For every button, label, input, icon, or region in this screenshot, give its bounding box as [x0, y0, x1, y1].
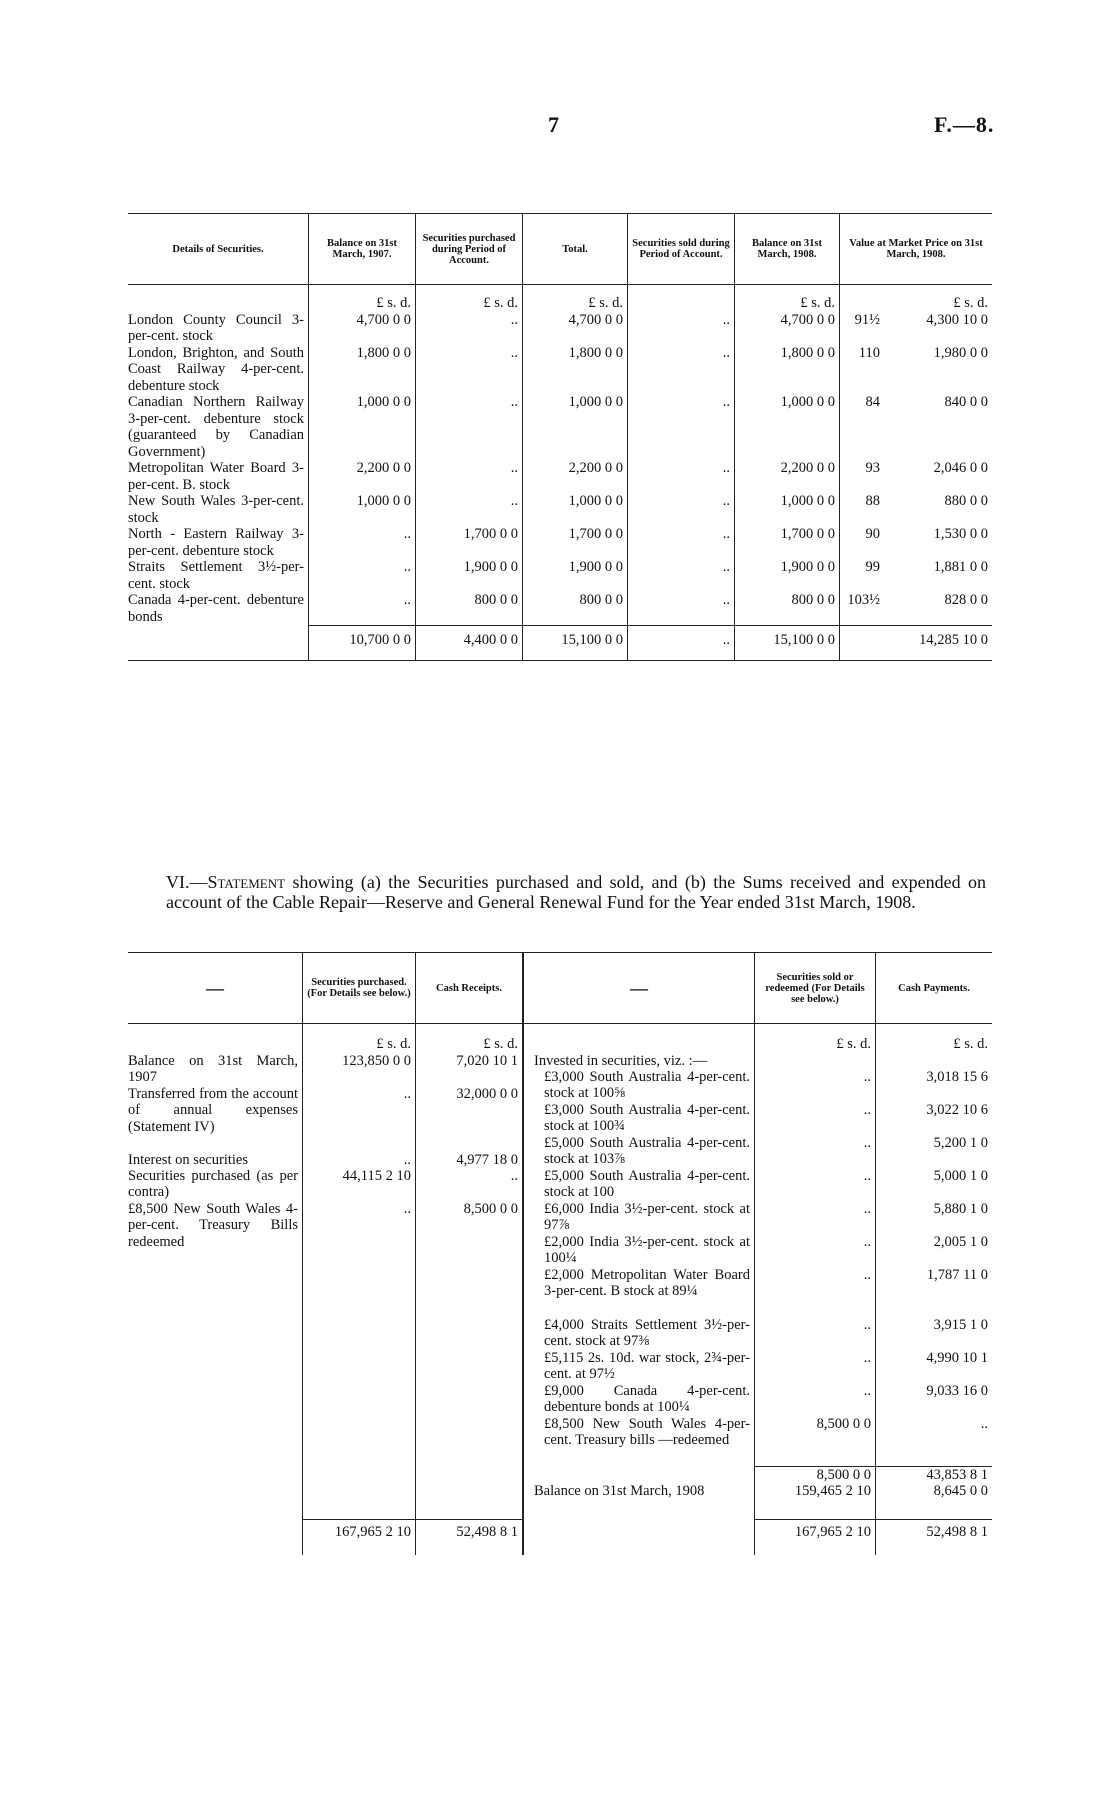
payments-subtotal-cell [876, 1466, 993, 1500]
security-name: London County Council 3-per-cent. stock [128, 311, 304, 344]
header-cash-receipts: Cash Receipts. [416, 953, 524, 1024]
purchased: .. [416, 312, 523, 345]
payment-value: 5,000 1 0 [933, 1167, 988, 1184]
payment-item: £2,000 India 3½-per-cent. stock at 100¼ [544, 1233, 750, 1266]
securities-details-table [128, 213, 992, 661]
total-purchased: 167,965 2 10 [303, 1520, 416, 1541]
purchased-value: 123,850 0 0 [342, 1052, 411, 1069]
security-name: Canada 4-per-cent. debenture bonds [128, 592, 304, 625]
purchased: .. [416, 460, 523, 493]
market-value: 880 0 0 [944, 493, 988, 509]
purchased: .. [416, 394, 523, 460]
purchased: 1,900 0 0 [416, 559, 523, 592]
header-market-value: Value at Market Price on 31st March, 1908. [840, 214, 993, 285]
total-sold: 167,965 2 10 [755, 1520, 876, 1541]
sold-subtotal: 8,500 0 0 [816, 1466, 871, 1483]
receipt-item: Balance on 31st March, 1907 [128, 1052, 298, 1085]
payment-item: £9,000 Canada 4-per-cent. debenture bonds at 100¼ [544, 1382, 750, 1415]
sold: .. [628, 526, 735, 559]
table-row [128, 493, 992, 526]
invested-label: Invested in securities, viz. :— [534, 1052, 708, 1069]
balance-1908-label: Balance on 31st March, 1908 [523, 1466, 755, 1500]
payment-value: 4,990 10 1 [926, 1349, 988, 1366]
header-purchased: Securities purchased during Period of Account. [416, 214, 523, 285]
header-securities-sold: Securities sold or redeemed (For Details see below.) [755, 953, 876, 1024]
market-price: 91½ [840, 312, 885, 345]
balance-1907: 1,800 0 0 [309, 345, 416, 395]
total: 2,200 0 0 [523, 460, 628, 493]
balance-1908: 2,200 0 0 [735, 460, 840, 493]
payment-value: .. [980, 1415, 988, 1432]
units-label: £ s. d. [953, 295, 988, 311]
receipts-column [416, 1053, 524, 1467]
total: 800 0 0 [523, 592, 628, 625]
payment-value: 5,880 1 0 [933, 1200, 988, 1217]
balance-1907: 1,000 0 0 [309, 394, 416, 460]
receipt-value: .. [510, 1167, 518, 1184]
market-price: 99 [840, 559, 885, 592]
total: 1,900 0 0 [523, 559, 628, 592]
total-receipts: 52,498 8 1 [416, 1520, 524, 1541]
receipt-item: Transferred from the account of annual expenses (Statement IV) [128, 1085, 298, 1135]
receipt-item: Interest on securities [128, 1151, 248, 1168]
balance-1908: 1,800 0 0 [735, 345, 840, 395]
units-label: £ s. d. [303, 1024, 416, 1053]
payment-item: £5,115 2s. 10d. war stock, 2¾-per-cent. at 97½ [544, 1349, 750, 1382]
total-balance-1907: 10,700 0 0 [309, 625, 416, 661]
purchased: .. [416, 493, 523, 526]
header-balance-1907: Balance on 31st March, 1907. [309, 214, 416, 285]
balance-1908: 1,700 0 0 [735, 526, 840, 559]
sold-value: .. [863, 1167, 871, 1184]
balance-1908: 1,900 0 0 [735, 559, 840, 592]
header-balance-1908: Balance on 31st March, 1908. [735, 214, 840, 285]
sold-balance-1908: 159,465 2 10 [794, 1483, 871, 1499]
payment-value: 3,915 1 0 [933, 1316, 988, 1333]
payment-value: 3,022 10 6 [926, 1101, 988, 1118]
balance-1908: 800 0 0 [735, 592, 840, 625]
total-total: 15,100 0 0 [523, 625, 628, 661]
statement-word: Statement [207, 872, 286, 892]
header-right-dash: — [523, 953, 755, 1024]
sold-value: .. [863, 1134, 871, 1151]
payment-value: 9,033 16 0 [926, 1382, 988, 1399]
totals-row [128, 1520, 992, 1541]
header-details: Details of Securities. [128, 214, 309, 285]
payments-column [876, 1053, 993, 1467]
sold-value: .. [863, 1233, 871, 1250]
table-row [128, 592, 992, 625]
market-value: 1,530 0 0 [933, 526, 988, 542]
header-left-dash: — [128, 953, 303, 1024]
payments-descriptions [523, 1053, 755, 1467]
total: 1,700 0 0 [523, 526, 628, 559]
balance-1908: 1,000 0 0 [735, 493, 840, 526]
receipt-value: 32,000 0 0 [456, 1085, 518, 1102]
sold: .. [628, 345, 735, 395]
balance-1908: 4,700 0 0 [735, 312, 840, 345]
sold-value: .. [863, 1101, 871, 1118]
market-price: 90 [840, 526, 885, 559]
payment-item: £2,000 Metropolitan Water Board 3-per-cent. B stock at 89¼ [544, 1266, 750, 1299]
totals-row [128, 625, 992, 661]
sold-value: 8,500 0 0 [816, 1415, 871, 1432]
receipt-item: £8,500 New South Wales 4-per-cent. Treasury Bills redeemed [128, 1200, 298, 1250]
page-number: 7 [548, 112, 559, 137]
receipt-value: 4,977 18 0 [456, 1151, 518, 1168]
payment-item: £8,500 New South Wales 4-per-cent. Treasury bills —redeemed [544, 1415, 750, 1448]
market-value: 840 0 0 [944, 394, 988, 410]
purchased: .. [416, 345, 523, 395]
security-name: Straits Settlement 3½-per-cent. stock [128, 559, 304, 592]
sold: .. [628, 394, 735, 460]
table-row [128, 394, 992, 460]
market-price: 93 [840, 460, 885, 493]
units-label: £ s. d. [755, 1024, 876, 1053]
purchased-column [303, 1053, 416, 1467]
statement-body-row [128, 1053, 992, 1467]
market-value: 1,980 0 0 [933, 344, 988, 361]
sold: .. [628, 493, 735, 526]
receipt-value: 7,020 10 1 [456, 1052, 518, 1069]
payment-item: £3,000 South Australia 4-per-cent. stock at 100¾ [544, 1101, 750, 1134]
security-name: Metropolitan Water Board 3-per-cent. B. stock [128, 460, 304, 493]
table-row [128, 312, 992, 345]
market-price: 103½ [840, 592, 885, 625]
market-price: 84 [840, 394, 885, 460]
units-label: £ s. d. [735, 285, 840, 312]
total-payments: 52,498 8 1 [876, 1520, 993, 1541]
statement-number: VI.— [166, 872, 208, 892]
units-label: £ s. d. [876, 1024, 993, 1053]
security-name: North - Eastern Railway 3-per-cent. debenture stock [128, 526, 304, 559]
receipt-item: Securities purchased (as per contra) [128, 1167, 298, 1200]
sold-value: .. [863, 1382, 871, 1399]
total: 1,800 0 0 [523, 345, 628, 395]
statement-title [166, 872, 986, 912]
spacer-row [128, 1500, 992, 1520]
payment-item: £4,000 Straits Settlement 3½-per-cent. stock at 97⅜ [544, 1316, 750, 1349]
statement-text: showing (a) the Securities purchased and sold, and (b) the Sums received and expended on account of the Cable Repair—Reserve and General Renewal Fund for the Year ended 31st March, 1908. [166, 872, 986, 912]
payment-value: 3,018 15 6 [926, 1068, 988, 1085]
market-value: 4,300 10 0 [926, 311, 988, 328]
header-securities-purchased: Securities purchased. (For Details see below.) [303, 953, 416, 1024]
purchased: 1,700 0 0 [416, 526, 523, 559]
payment-value: 5,200 1 0 [933, 1134, 988, 1151]
purchased-value: .. [403, 1200, 411, 1217]
balance-1908: 1,000 0 0 [735, 394, 840, 460]
balance-1907: 4,700 0 0 [309, 312, 416, 345]
units-label: £ s. d. [523, 285, 628, 312]
units-row [128, 1024, 992, 1053]
total-market-value: 14,285 10 0 [884, 625, 992, 661]
cable-repair-fund-table [128, 952, 992, 1555]
sold: .. [628, 559, 735, 592]
security-name: Canadian Northern Railway 3-per-cent. debenture stock (guaranteed by Canadian Government) [128, 394, 304, 460]
security-name: London, Brighton, and South Coast Railway 4-per-cent. debenture stock [128, 344, 304, 394]
units-row [128, 285, 992, 312]
payments-balance-1908: 8,645 0 0 [933, 1483, 988, 1499]
receipt-value: 8,500 0 0 [463, 1200, 518, 1217]
purchased-value: .. [403, 1085, 411, 1102]
sold-value: .. [863, 1349, 871, 1366]
payment-item: £5,000 South Australia 4-per-cent. stock at 100 [544, 1167, 750, 1200]
bottom-spacer [128, 1541, 992, 1555]
table-row [128, 345, 992, 395]
balance-1907: 2,200 0 0 [309, 460, 416, 493]
sold: .. [628, 460, 735, 493]
purchased-value: .. [403, 1151, 411, 1168]
purchased-value: 44,115 2 10 [342, 1167, 411, 1184]
payment-item: £5,000 South Australia 4-per-cent. stock at 103⅞ [544, 1134, 750, 1167]
payments-subtotal: 43,853 8 1 [926, 1466, 988, 1483]
table-row [128, 526, 992, 559]
balance-1907: 1,000 0 0 [309, 493, 416, 526]
payment-item: £3,000 South Australia 4-per-cent. stock at 100⅝ [544, 1068, 750, 1101]
subtotal-row [128, 1466, 992, 1500]
market-price: 110 [840, 345, 885, 395]
total-balance-1908: 15,100 0 0 [735, 625, 840, 661]
balance-1907: .. [309, 592, 416, 625]
market-price: 88 [840, 493, 885, 526]
total-sold: .. [628, 625, 735, 661]
security-name: New South Wales 3-per-cent. stock [128, 493, 304, 526]
table-row [128, 460, 992, 493]
payment-value: 1,787 11 0 [926, 1266, 988, 1283]
units-label: £ s. d. [416, 1024, 524, 1053]
sold-value: .. [863, 1200, 871, 1217]
total: 1,000 0 0 [523, 493, 628, 526]
sold: .. [628, 592, 735, 625]
units-label: £ s. d. [309, 285, 416, 312]
payment-value: 2,005 1 0 [933, 1233, 988, 1250]
total-purchased: 4,400 0 0 [416, 625, 523, 661]
table-row [128, 559, 992, 592]
page-reference: F.—8. [934, 112, 995, 137]
sold-value: .. [863, 1316, 871, 1333]
sold-column [755, 1053, 876, 1467]
sold: .. [628, 312, 735, 345]
header-cash-payments: Cash Payments. [876, 953, 993, 1024]
header-total: Total. [523, 214, 628, 285]
balance-1907: .. [309, 559, 416, 592]
balance-1907: .. [309, 526, 416, 559]
receipts-descriptions [128, 1053, 303, 1467]
sold-value: .. [863, 1266, 871, 1283]
market-value: 1,881 0 0 [933, 559, 988, 575]
market-value: 2,046 0 0 [933, 460, 988, 476]
sold-value: .. [863, 1068, 871, 1085]
sold-subtotal-cell [755, 1466, 876, 1500]
purchased: 800 0 0 [416, 592, 523, 625]
header-sold: Securities sold during Period of Account. [628, 214, 735, 285]
total: 1,000 0 0 [523, 394, 628, 460]
market-value: 828 0 0 [944, 592, 988, 608]
units-label: £ s. d. [416, 285, 523, 312]
payment-item: £6,000 India 3½-per-cent. stock at 97⅞ [544, 1200, 750, 1233]
total: 4,700 0 0 [523, 312, 628, 345]
